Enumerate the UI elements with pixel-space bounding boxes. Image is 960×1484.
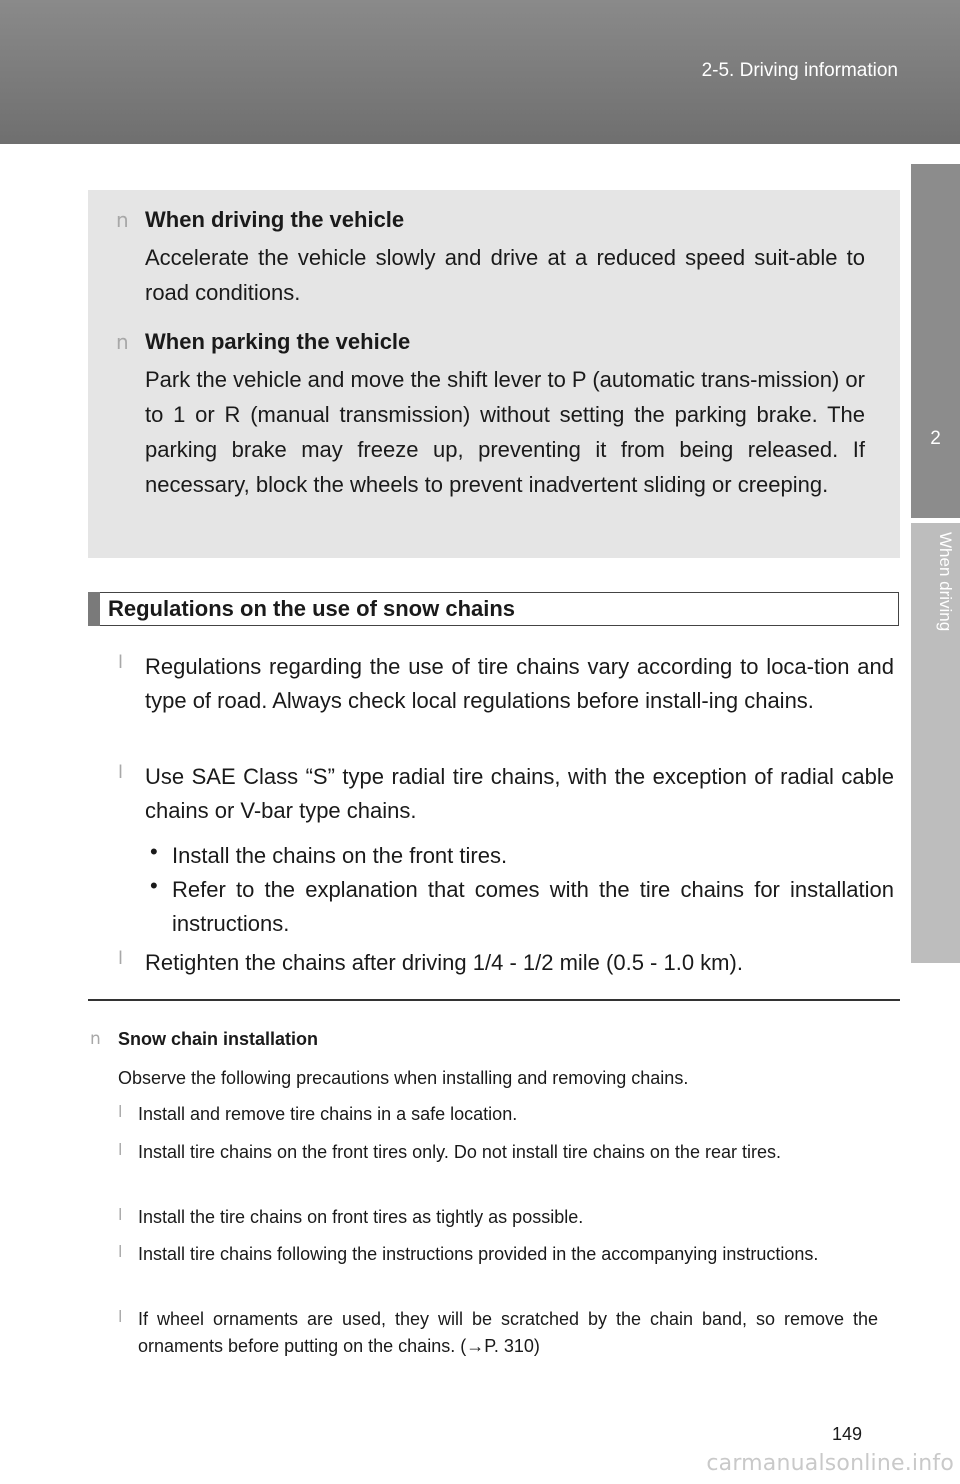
- list-bullet-icon: l: [118, 948, 124, 969]
- list-item-text: Use SAE Class “S” type radial tire chains, with the exception of radial cable chains or V-bar type chains.: [145, 764, 894, 823]
- list-item-text: Retighten the chains after driving 1/4 - 1/2 mile (0.5 - 1.0 km).: [145, 950, 743, 975]
- section-title-bar: [88, 592, 100, 626]
- list-bullet-icon: l: [118, 1140, 123, 1159]
- sub-list-item-text: Install the chains on the front tires.: [172, 843, 508, 868]
- winter-heading-text: When driving the vehicle: [145, 207, 405, 232]
- side-tab: [911, 164, 960, 518]
- note-item-text: Install tire chains following the instructions provided in the accompanying instructions.: [138, 1244, 819, 1264]
- watermark: carmanualsonline.info: [706, 1451, 954, 1476]
- list-bullet-icon: l: [118, 1307, 123, 1326]
- side-tab-number: 2: [930, 428, 941, 449]
- section-title-text: Regulations on the use of snow chains: [108, 596, 516, 621]
- note-heading-text: Snow chain installation: [118, 1029, 319, 1049]
- note-item-text: Install and remove tire chains in a safe location.: [138, 1104, 518, 1124]
- section-divider: [88, 999, 900, 1001]
- section-title: [88, 592, 899, 626]
- dot-bullet-icon: •: [150, 873, 158, 898]
- winter-driving-box: [88, 190, 900, 558]
- note-item-text: Install the tire chains on front tires as tightly as possible.: [138, 1207, 584, 1227]
- square-bullet-icon: n: [116, 330, 129, 354]
- winter-text-driving: Accelerate the vehicle slowly and drive at a reduced speed suit-able to road conditions.: [145, 245, 865, 305]
- list-bullet-icon: l: [118, 1242, 123, 1261]
- list-bullet-icon: l: [118, 1102, 123, 1121]
- list-bullet-icon: l: [118, 762, 124, 783]
- sub-list-item-text: Refer to the explanation that comes with the tire chains for installation instructions.: [172, 877, 894, 936]
- chapter-title: 2-5. Driving information: [701, 60, 898, 81]
- list-bullet-icon: l: [118, 1205, 123, 1224]
- square-bullet-icon: n: [90, 1029, 101, 1049]
- square-bullet-icon: n: [116, 208, 129, 232]
- winter-text-parking: Park the vehicle and move the shift lever to P (automatic trans-mission) or to 1 or R (manual transmission) without setting the parking brake. The parking brake may freeze up, preventing it from being released. If necessary, block the wheels to prevent inadvertent sliding or creeping.: [145, 367, 865, 497]
- dot-bullet-icon: •: [150, 839, 158, 864]
- note-intro: Observe the following precautions when installing and removing chains.: [118, 1068, 689, 1088]
- note-item-text: If wheel ornaments are used, they will be scratched by the chain band, so remove the ornaments before putting on the chains. (→P. 310): [138, 1309, 878, 1356]
- list-bullet-icon: l: [118, 652, 124, 673]
- list-item-text: Regulations regarding the use of tire chains vary according to loca-tion and type of road. Always check local regulations before install-ing chains.: [145, 654, 894, 713]
- page-number: 149: [832, 1424, 863, 1444]
- winter-heading-text: When parking the vehicle: [145, 329, 411, 354]
- side-tab-label: When driving: [936, 532, 955, 632]
- note-item-text: Install tire chains on the front tires only. Do not install tire chains on the rear tires.: [138, 1142, 781, 1162]
